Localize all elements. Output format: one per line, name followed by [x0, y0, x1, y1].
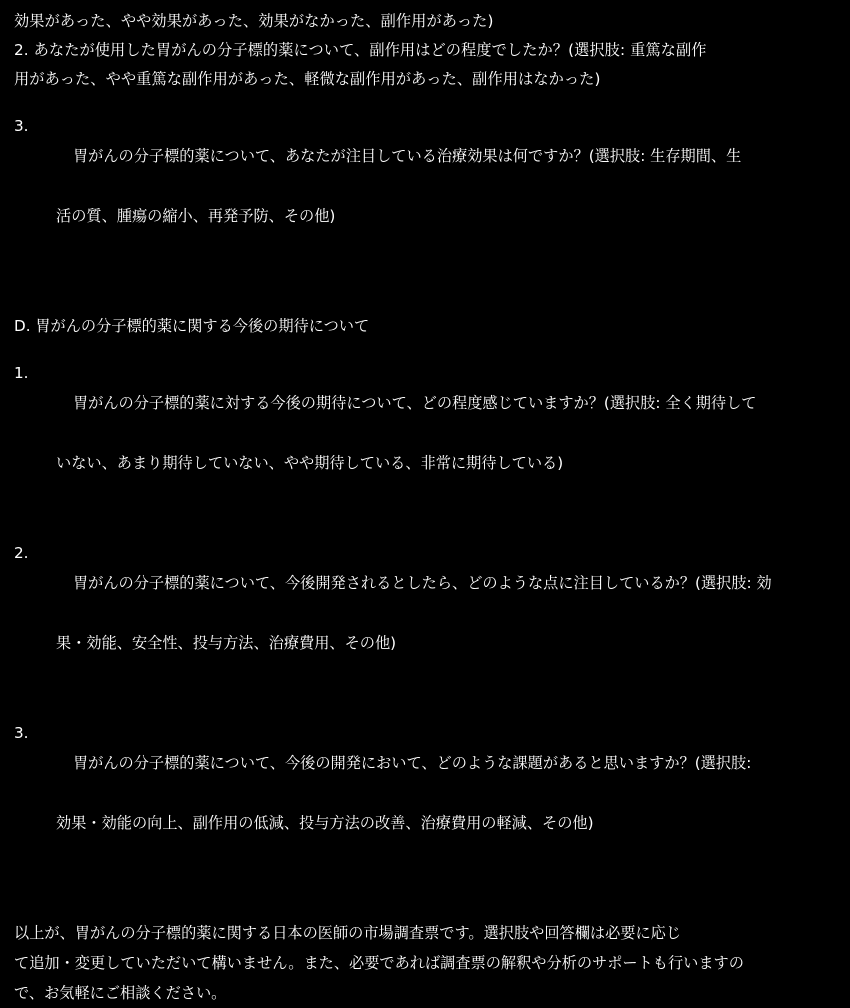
question-2-line-1: 2. あなたが使用した胃がんの分子標的薬について、副作用はどの程度でしたか？(選択肢: 重篤な副作: [14, 41, 707, 59]
section-d-item-1-line-2: いない、あまり期待していない、やや期待している、非常に期待している): [56, 454, 564, 472]
question-2-line-2: 用があった、やや重篤な副作用があった、軽微な副作用があった、副作用はなかった): [14, 70, 601, 88]
question-3-number: 3.: [14, 117, 29, 135]
section-d-item-1-line-1: 胃がんの分子標的薬に対する今後の期待について、どの程度感じていますか？(選択肢: 全く期待して: [72, 394, 757, 412]
section-d-item-3-line-2: 効果・効能の向上、副作用の低減、投与方法の改善、治療費用の軽減、その他): [56, 814, 594, 832]
section-d-item-1: [14, 358, 836, 538]
closing-paragraph-line-3: で、お気軽にご相談ください。: [14, 984, 227, 1002]
section-d-item-2: [14, 538, 836, 718]
closing-paragraph-line-1: 以上が、胃がんの分子標的薬に関する日本の医師の市場調査票です。選択肢や回答欄は必要に応じ: [14, 924, 682, 942]
section-d-item-3-body: [44, 718, 836, 898]
section-d-item-2-line-2: 果・効能、安全性、投与方法、治療費用、その他): [56, 634, 397, 652]
spacer: [14, 291, 836, 311]
section-d-heading: D. 胃がんの分子標的薬に関する今後の期待について: [14, 317, 370, 335]
spacer: [14, 898, 836, 918]
section-d-item-3-line-1: 胃がんの分子標的薬について、今後の開発において、どのような課題があると思いますか？(選択肢:: [72, 754, 752, 772]
question-3-body: [44, 111, 836, 291]
continued-options-fragment: 効果があった、やや効果があった、効果がなかった、副作用があった): [14, 12, 494, 30]
closing-paragraph-line-2: て追加・変更していただいて構いません。また、必要であれば調査票の解釈や分析のサポートも行いますの: [14, 954, 744, 972]
question-3-line-1: 胃がんの分子標的薬について、あなたが注目している治療効果は何ですか？(選択肢: 生存期間、生: [72, 147, 742, 165]
section-d-item-2-body: [44, 538, 836, 718]
question-3-line-2: 活の質、腫瘍の縮小、再発予防、その他): [56, 207, 336, 225]
question-3: [14, 111, 836, 291]
section-d-item-2-line-1: 胃がんの分子標的薬について、今後開発されるとしたら、どのような点に注目しているか？(選択肢: 効: [72, 574, 772, 592]
section-d-item-2-number: 2.: [14, 544, 29, 562]
spacer: [14, 341, 836, 358]
section-d-item-3-number: 3.: [14, 724, 29, 742]
section-d-item-3: [14, 718, 836, 898]
section-d-item-1-body: [44, 358, 836, 538]
section-d-item-1-number: 1.: [14, 364, 29, 382]
spacer: [14, 94, 836, 111]
